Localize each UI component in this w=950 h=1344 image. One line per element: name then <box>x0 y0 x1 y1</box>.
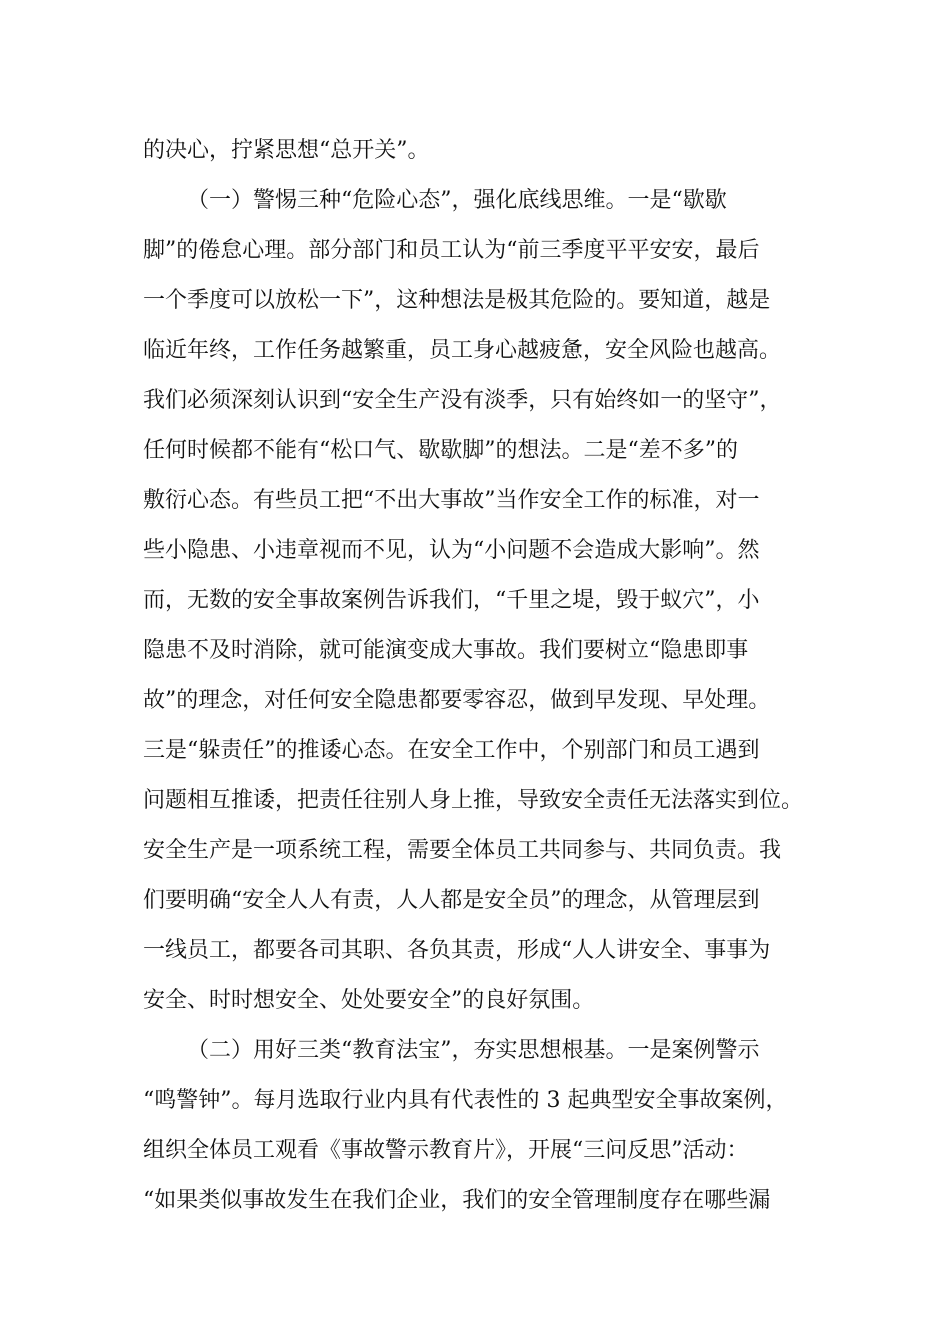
document-body <box>143 126 823 1226</box>
paragraph-2-heading-line: （二）用好三类“教育法宝”，夯实思想根基。一是案例警示 <box>187 1038 760 1063</box>
text-line: “如果类似事故发生在我们企业，我们的安全管理制度存在哪些漏 <box>143 1188 771 1213</box>
text-line: 安全生产是一项系统工程，需要全体员工共同参与、共同负责。我 <box>143 838 782 863</box>
text-line: 三是“躲责任”的推诿心态。在安全工作中，个别部门和员工遇到 <box>143 738 760 763</box>
text-line: 问题相互推诿，把责任往别人身上推，导致安全责任无法落实到位。 <box>143 788 804 813</box>
text-line: 脚”的倦怠心理。部分部门和员工认为“前三季度平平安安，最后 <box>143 238 760 263</box>
text-line: 任何时候都不能有“松口气、歇歇脚”的想法。二是“差不多”的 <box>143 438 738 463</box>
paragraph-1-heading-line: （一）警惕三种“危险心态”，强化底线思维。一是“歇歇 <box>187 188 727 213</box>
text-line: 临近年终，工作任务越繁重，员工身心越疲惫，安全风险也越高。 <box>143 338 782 363</box>
text-line: “鸣警钟”。每月选取行业内具有代表性的 3 起典型安全事故案例， <box>143 1088 788 1113</box>
text-line: 而，无数的安全事故案例告诉我们，“千里之堤，毁于蚁穴”，小 <box>143 588 760 613</box>
text-line: 故”的理念，对任何安全隐患都要零容忍，做到早发现、早处理。 <box>143 688 771 713</box>
text-line: 敷衍心态。有些员工把“不出大事故”当作安全工作的标准，对一 <box>143 488 760 513</box>
text-line: 组织全体员工观看《事故警示教育片》，开展“三问反思”活动： <box>143 1138 749 1163</box>
text-line: 们要明确“安全人人有责，人人都是安全员”的理念，从管理层到 <box>143 888 760 913</box>
text-line: 些小隐患、小违章视而不见，认为“小问题不会造成大影响”。然 <box>143 538 760 563</box>
text-line: 的决心，拧紧思想“总开关”。 <box>143 138 430 163</box>
text-line: 安全、时时想安全、处处要安全”的良好氛围。 <box>143 988 595 1013</box>
text-line: 我们必须深刻认识到“安全生产没有淡季，只有始终如一的坚守”， <box>143 388 782 413</box>
text-line: 隐患不及时消除，就可能演变成大事故。我们要树立“隐患即事 <box>143 638 749 663</box>
text-line: 一个季度可以放松一下”，这种想法是极其危险的。要知道，越是 <box>143 288 771 313</box>
text-line: 一线员工，都要各司其职、各负其责，形成“人人讲安全、事事为 <box>143 938 771 963</box>
